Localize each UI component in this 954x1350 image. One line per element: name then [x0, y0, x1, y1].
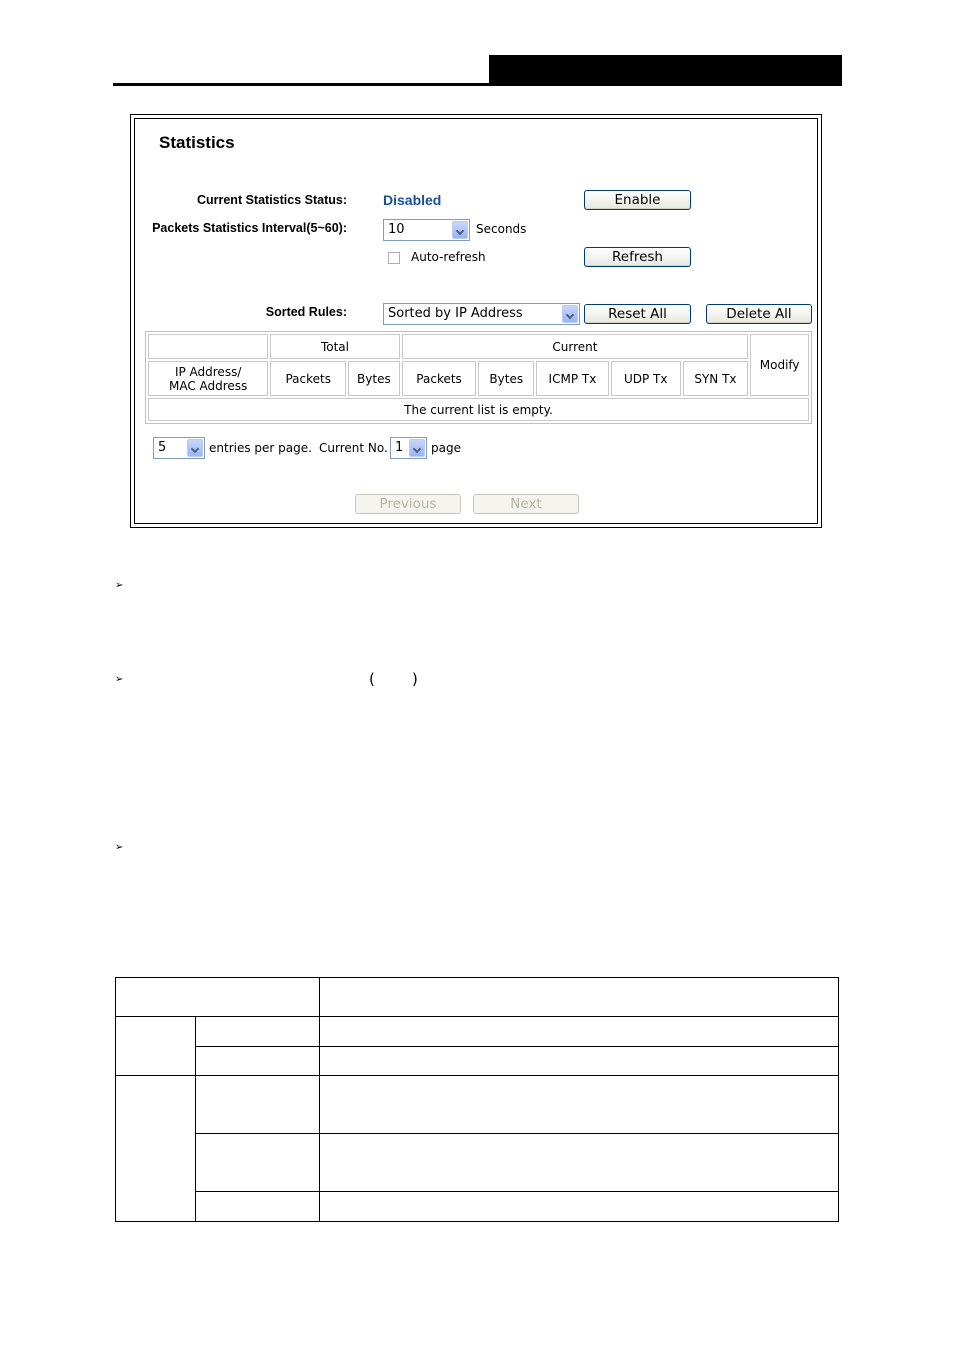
table-empty-message: The current list is empty.	[148, 398, 809, 421]
table-group-current: Current	[402, 334, 749, 359]
page-label: page	[431, 441, 461, 455]
description-table	[115, 977, 839, 1222]
table-col-total-packets: Packets	[270, 361, 346, 396]
paren-open: (	[369, 670, 375, 688]
table-col-udp: UDP Tx	[611, 361, 681, 396]
header-rule	[113, 83, 489, 86]
desc-table-header-cell	[116, 978, 320, 1017]
table-col-modify: Modify	[750, 334, 809, 396]
interval-unit: Seconds	[476, 222, 527, 236]
refresh-button[interactable]: Refresh	[584, 247, 691, 267]
desc-table-cell	[196, 1017, 320, 1047]
interval-select-value: 10	[388, 222, 405, 237]
reset-all-button[interactable]: Reset All	[584, 304, 691, 324]
entries-per-page-select[interactable]	[153, 437, 205, 459]
desc-table-cell	[196, 1047, 320, 1076]
sorted-rules-select-value: Sorted by IP Address	[388, 306, 523, 321]
table-col-ip-line1: IP Address/	[174, 364, 242, 379]
status-label: Current Statistics Status:	[196, 193, 347, 207]
chevron-down-icon	[562, 305, 578, 323]
page-number-select[interactable]	[390, 437, 427, 459]
desc-table-cell	[196, 1076, 320, 1134]
desc-table-cell	[196, 1192, 320, 1222]
sorted-rules-select[interactable]	[383, 303, 580, 325]
desc-table-cell	[196, 1134, 320, 1192]
auto-refresh-checkbox[interactable]	[388, 252, 400, 264]
statistics-table	[145, 331, 812, 424]
desc-table-cell	[320, 1017, 839, 1047]
header-bar	[489, 55, 842, 86]
table-col-ip-mac	[148, 361, 268, 396]
next-button[interactable]: Next	[473, 494, 579, 514]
paren-close: )	[412, 670, 418, 688]
desc-table-cell	[320, 1076, 839, 1134]
table-group-total: Total	[270, 334, 399, 359]
status-value: Disabled	[383, 192, 442, 208]
table-header-blank	[148, 334, 268, 359]
bullet-icon: ➢	[115, 842, 124, 853]
desc-table-group-cell	[116, 1076, 196, 1222]
chevron-down-icon	[409, 439, 425, 457]
desc-table-cell	[320, 1192, 839, 1222]
enable-button[interactable]: Enable	[584, 190, 691, 210]
desc-table-group-cell	[116, 1017, 196, 1076]
table-col-ip-line2: MAC Address	[168, 378, 248, 393]
table-col-current-bytes: Bytes	[478, 361, 534, 396]
desc-table-cell	[320, 1134, 839, 1192]
desc-table-cell	[320, 1047, 839, 1076]
interval-label: Packets Statistics Interval(5~60):	[152, 221, 347, 235]
bullet-icon: ➢	[115, 674, 124, 685]
chevron-down-icon	[452, 221, 468, 239]
previous-button[interactable]: Previous	[355, 494, 461, 514]
desc-table-header-cell	[320, 978, 839, 1017]
page-title: Statistics	[159, 133, 235, 152]
entries-per-page-label: entries per page.	[209, 441, 312, 455]
table-col-icmp: ICMP Tx	[536, 361, 609, 396]
delete-all-button[interactable]: Delete All	[706, 304, 812, 324]
table-col-total-bytes: Bytes	[348, 361, 400, 396]
table-col-current-packets: Packets	[402, 361, 477, 396]
interval-select[interactable]	[383, 219, 470, 241]
sorted-rules-label: Sorted Rules:	[265, 305, 347, 319]
page-number-value: 1	[395, 440, 404, 455]
entries-per-page-value: 5	[158, 440, 167, 455]
auto-refresh-label: Auto-refresh	[411, 250, 486, 264]
table-col-syn: SYN Tx	[683, 361, 749, 396]
chevron-down-icon	[187, 439, 203, 457]
bullet-icon: ➢	[115, 580, 124, 591]
current-no-label: Current No.	[319, 441, 388, 455]
